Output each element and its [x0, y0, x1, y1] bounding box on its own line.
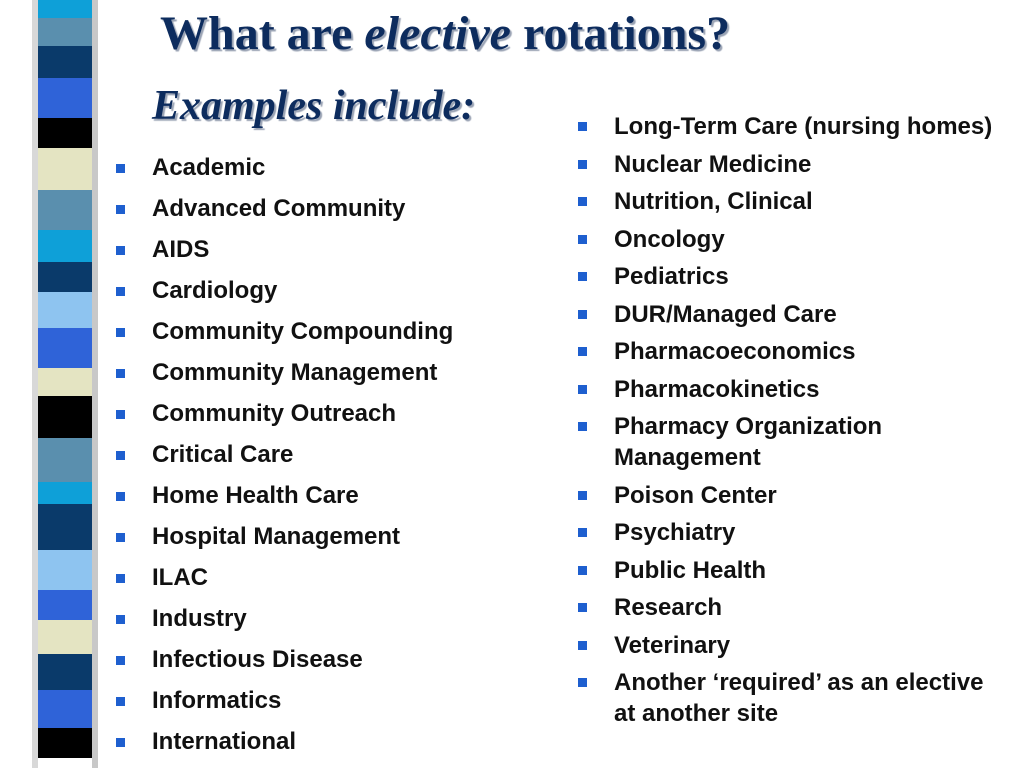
left-list-item — [114, 439, 554, 480]
square-bullet-icon — [578, 197, 587, 206]
stripe-segment — [38, 368, 92, 396]
square-bullet-icon — [116, 656, 125, 665]
left-list-item — [114, 562, 554, 603]
square-bullet-icon — [578, 310, 587, 319]
left-item-text: Critical Care — [152, 441, 294, 468]
right-item-text: Long-Term Care (nursing homes) — [614, 113, 993, 140]
left-list-item — [114, 480, 554, 521]
stripe-segment — [38, 654, 92, 690]
left-item-text: Informatics — [152, 687, 282, 714]
right-item-text: Pediatrics — [614, 263, 729, 290]
square-bullet-icon — [116, 697, 125, 706]
left-list-item — [114, 521, 554, 562]
left-item-text: Home Health Care — [152, 482, 359, 509]
left-item-text: Academic — [152, 154, 266, 181]
right-list-item — [576, 592, 996, 623]
left-list-item — [114, 603, 554, 644]
left-item-text: Community Management — [152, 359, 438, 386]
right-item-text: Another ‘required’ as an elective at another site — [614, 669, 984, 727]
stripe-segment — [38, 78, 92, 118]
square-bullet-icon — [578, 678, 587, 687]
right-list-item — [576, 555, 996, 586]
stripe-segment — [38, 0, 92, 18]
title-part-1: What are — [160, 7, 365, 60]
right-rotation-list — [576, 111, 996, 736]
stripe-segment — [38, 590, 92, 620]
right-list-item — [576, 224, 996, 255]
square-bullet-icon — [116, 492, 125, 501]
left-item-text: Advanced Community — [152, 195, 406, 222]
right-list-item — [576, 630, 996, 661]
left-item-text: ILAC — [152, 564, 208, 591]
stripe-segment — [38, 396, 92, 438]
stripe-segment — [38, 438, 92, 482]
stripe-segment — [38, 190, 92, 230]
square-bullet-icon — [578, 491, 587, 500]
square-bullet-icon — [116, 328, 125, 337]
left-item-text: Community Compounding — [152, 318, 454, 345]
right-list-item — [576, 336, 996, 367]
right-item-text: Psychiatry — [614, 519, 736, 546]
stripe-segment — [38, 728, 92, 758]
left-item-text: Infectious Disease — [152, 646, 363, 673]
square-bullet-icon — [578, 347, 587, 356]
square-bullet-icon — [116, 287, 125, 296]
right-list-item — [576, 517, 996, 548]
right-item-text: Pharmacy Organization Management — [614, 413, 883, 471]
right-list-item — [576, 299, 996, 330]
left-list-item — [114, 357, 554, 398]
left-list-item — [114, 193, 554, 234]
left-list-item — [114, 644, 554, 685]
square-bullet-icon — [578, 641, 587, 650]
title-part-2: rotations? — [510, 7, 731, 60]
right-list-item — [576, 149, 996, 180]
square-bullet-icon — [578, 122, 587, 131]
decorative-stripe-bar — [38, 0, 92, 768]
square-bullet-icon — [116, 533, 125, 542]
left-list-item — [114, 398, 554, 439]
stripe-segment — [38, 690, 92, 728]
square-bullet-icon — [578, 235, 587, 244]
square-bullet-icon — [116, 574, 125, 583]
left-item-text: Cardiology — [152, 277, 278, 304]
right-item-text: Nuclear Medicine — [614, 150, 812, 178]
stripe-segment — [38, 18, 92, 46]
left-item-text: Community Outreach — [152, 400, 397, 427]
right-item-text: Pharmacoeconomics — [614, 338, 856, 365]
left-item-text: International — [152, 728, 297, 755]
stripe-bar-shadow — [92, 0, 98, 768]
stripe-segment — [38, 292, 92, 328]
square-bullet-icon — [578, 528, 587, 537]
square-bullet-icon — [116, 615, 125, 624]
right-item-text: Pharmacokinetics — [614, 375, 820, 403]
square-bullet-icon — [578, 385, 587, 394]
square-bullet-icon — [116, 410, 125, 419]
right-item-text: Nutrition, Clinical — [614, 188, 813, 215]
left-list-item — [114, 685, 554, 726]
square-bullet-icon — [578, 603, 587, 612]
stripe-segment — [38, 482, 92, 504]
right-list-item — [576, 374, 996, 405]
stripe-segment — [38, 230, 92, 262]
stripe-segment — [38, 328, 92, 368]
square-bullet-icon — [116, 369, 125, 378]
right-item-text: Oncology — [614, 225, 725, 253]
stripe-segment — [38, 262, 92, 292]
right-item-text: DUR/Managed Care — [614, 300, 837, 328]
right-item-text: Poison Center — [614, 481, 777, 509]
square-bullet-icon — [578, 160, 587, 169]
left-list-item — [114, 726, 554, 767]
square-bullet-icon — [578, 272, 587, 281]
square-bullet-icon — [578, 566, 587, 575]
square-bullet-icon — [116, 451, 125, 460]
left-rotation-list — [114, 152, 554, 767]
slide-title — [160, 4, 730, 64]
right-item-text: Veterinary — [614, 631, 731, 659]
right-list-item — [576, 111, 996, 142]
left-list-item — [114, 152, 554, 193]
left-list-item — [114, 275, 554, 316]
left-item-text: Hospital Management — [152, 523, 401, 550]
right-item-text: Public Health — [614, 556, 767, 584]
stripe-segment — [38, 550, 92, 590]
left-list-item — [114, 316, 554, 357]
stripe-segment — [38, 148, 92, 190]
square-bullet-icon — [578, 422, 587, 431]
square-bullet-icon — [116, 738, 125, 747]
stripe-segment — [38, 620, 92, 654]
stripe-segment — [38, 504, 92, 550]
right-item-text: Research — [614, 594, 723, 621]
right-list-item — [576, 667, 996, 729]
left-list-item — [114, 234, 554, 275]
right-list-item — [576, 480, 996, 511]
right-list-item — [576, 411, 996, 473]
square-bullet-icon — [116, 246, 125, 255]
square-bullet-icon — [116, 164, 125, 173]
stripe-segment — [38, 46, 92, 78]
left-item-text: AIDS — [152, 236, 210, 263]
square-bullet-icon — [116, 205, 125, 214]
left-item-text: Industry — [152, 605, 247, 632]
stripe-segment — [38, 118, 92, 148]
title-emphasis: elective — [364, 7, 511, 60]
right-list-item — [576, 261, 996, 292]
right-list-item — [576, 186, 996, 217]
slide-subtitle: Examples include: — [152, 83, 476, 129]
